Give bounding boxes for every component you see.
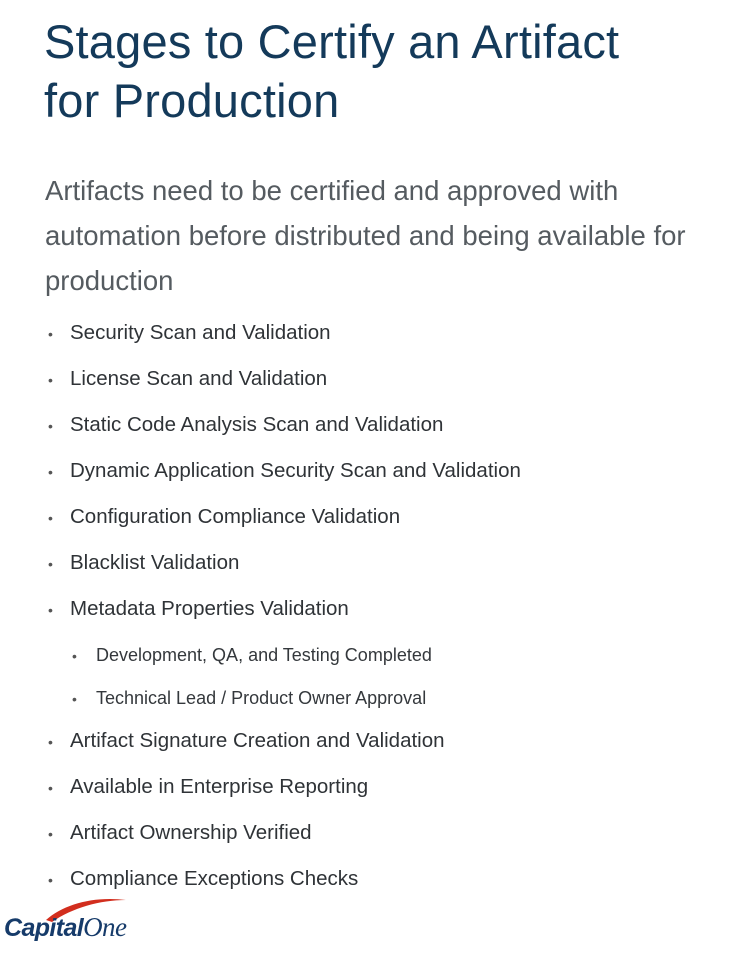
bullet-text: Metadata Properties Validation bbox=[70, 597, 349, 620]
bullet-dot: • bbox=[48, 733, 53, 750]
logo-wordmark bbox=[4, 912, 126, 943]
bullet-text: Blacklist Validation bbox=[70, 551, 240, 574]
bullet-dot: • bbox=[48, 371, 53, 388]
bullet-text: Dynamic Application Security Scan and Validation bbox=[70, 459, 521, 482]
bullet-item bbox=[48, 413, 443, 438]
bullet-item bbox=[48, 505, 400, 530]
bullet-dot: • bbox=[48, 325, 53, 342]
bullet-item bbox=[48, 775, 368, 800]
bullet-dot: • bbox=[72, 648, 77, 665]
bullet-text: Available in Enterprise Reporting bbox=[70, 775, 369, 798]
bullet-dot: • bbox=[48, 463, 53, 480]
logo-text-capital: Capital bbox=[4, 914, 84, 942]
slide-title-line-2: for Production bbox=[44, 74, 340, 127]
capital-one-logo bbox=[4, 896, 164, 952]
bullet-item bbox=[48, 551, 239, 576]
bullet-item bbox=[48, 321, 331, 346]
slide-subtitle: Artifacts need to be certified and approved with automation before distributed and being available for production bbox=[45, 175, 686, 296]
bullet-dot: • bbox=[48, 555, 53, 572]
bullet-text: Compliance Exceptions Checks bbox=[70, 867, 359, 890]
sub-bullet-item bbox=[72, 686, 426, 711]
bullet-dot: • bbox=[48, 779, 53, 796]
slide-title-line-1: Stages to Certify an Artifact bbox=[44, 15, 620, 68]
bullet-item bbox=[48, 459, 521, 484]
bullet-dot: • bbox=[48, 509, 53, 526]
bullet-item bbox=[48, 867, 358, 892]
bullet-text: Configuration Compliance Validation bbox=[70, 505, 401, 528]
bullet-item bbox=[48, 821, 312, 846]
bullet-text: Artifact Signature Creation and Validation bbox=[70, 729, 445, 752]
bullet-dot: • bbox=[48, 825, 53, 842]
bullet-dot: • bbox=[72, 691, 77, 708]
bullet-dot: • bbox=[48, 601, 53, 618]
bullet-text: Development, QA, and Testing Completed bbox=[96, 645, 432, 665]
bullet-text: Security Scan and Validation bbox=[70, 321, 331, 344]
bullet-text: License Scan and Validation bbox=[70, 367, 328, 390]
bullet-text: Technical Lead / Product Owner Approval bbox=[96, 688, 427, 708]
slide-title bbox=[44, 12, 619, 130]
bullet-text: Static Code Analysis Scan and Validation bbox=[70, 413, 444, 436]
logo-text-one: One bbox=[83, 912, 127, 942]
bullet-text: Artifact Ownership Verified bbox=[70, 821, 312, 844]
bullet-item bbox=[48, 729, 445, 754]
bullet-dot: • bbox=[48, 871, 53, 888]
bullet-item bbox=[48, 597, 349, 622]
sub-bullet-item bbox=[72, 643, 432, 668]
bullet-item bbox=[48, 367, 327, 392]
bullet-dot: • bbox=[48, 417, 53, 434]
